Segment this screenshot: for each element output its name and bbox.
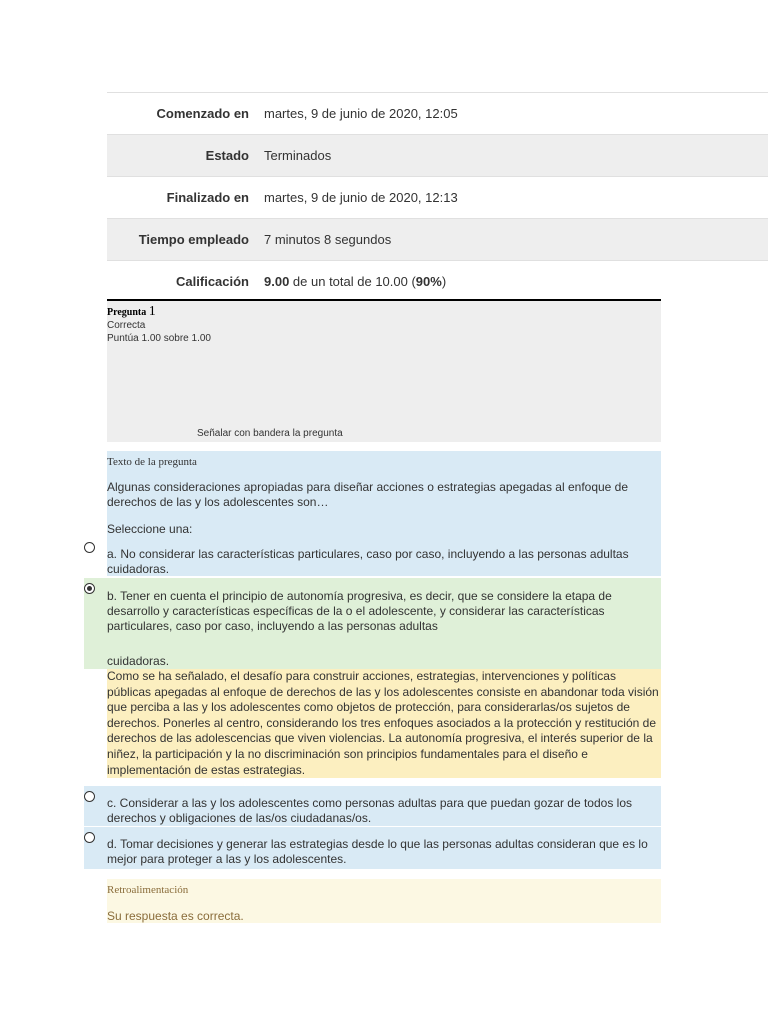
summary-label: Estado (205, 148, 249, 163)
summary-label: Finalizado en (166, 190, 249, 205)
summary-row-started (107, 92, 768, 134)
summary-row-grade (107, 260, 768, 302)
answer-option-a[interactable] (107, 546, 661, 576)
answer-text: c. Considerar a las y los adolescentes como personas adultas para que puedan gozar de todos los derechos y obligaciones de las/os ciudadanas/os. (107, 796, 632, 825)
answer-text: b. Tener en cuenta el principio de autonomía progresiva, es decir, que se considere la etapa de desarrollo y características específicas de la o el adolescente, y considerar las características particulares, caso por caso, incluyendo a las personas adultas (107, 589, 612, 633)
feedback-text: Su respuesta es correcta. (107, 909, 244, 923)
answer-text: a. No considerar las características particulares, caso por caso, incluyendo a las personas adultas cuidadoras. (107, 547, 629, 576)
question-number: 1 (148, 304, 156, 319)
grade-percent: 90% (415, 274, 442, 289)
summary-label: Calificación (176, 274, 249, 289)
summary-value: martes, 9 de junio de 2020, 12:05 (264, 106, 458, 121)
radio-option-a[interactable] (84, 542, 95, 553)
answer-option-c[interactable] (84, 786, 661, 826)
answer-option-d[interactable] (84, 827, 661, 869)
grade-score: 9.00 (264, 274, 290, 289)
summary-label: Comenzado en (156, 106, 249, 121)
question-text-heading: Texto de la pregunta (107, 456, 197, 468)
attempt-summary-table (107, 92, 768, 302)
radio-option-b[interactable] (84, 583, 95, 594)
question-grade: Puntúa 1.00 sobre 1.00 (107, 333, 211, 344)
summary-row-finished (107, 176, 768, 218)
answer-text-continued: cuidadoras. (107, 654, 170, 668)
summary-value: Terminados (264, 148, 332, 163)
answer-option-b[interactable] (84, 578, 661, 669)
feedback-heading: Retroalimentación (107, 884, 189, 896)
summary-row-time-taken (107, 218, 768, 260)
summary-value (264, 274, 446, 289)
question-state: Correcta (107, 320, 146, 331)
summary-row-state (107, 134, 768, 176)
radio-option-d[interactable] (84, 832, 95, 843)
flag-question-link[interactable]: Señalar con bandera la pregunta (197, 428, 343, 439)
summary-value: martes, 9 de junio de 2020, 12:13 (264, 190, 458, 205)
option-feedback: Como se ha señalado, el desafío para construir acciones, estrategias, intervenciones y políticas públicas apegadas al enfoque de derechos de las y los adolescentes consiste en abandonar toda visión que perciba a las y los adolescentes como objetos de protección, para considerarlas/os sujetos de derechos. Ponerles al centro, considerando los tres enfoques asociados a la protección y restitución de derechos de las adolescencias que viven violencias. La autonomía progresiva, el interés superior de la niñez, la participación y la no discriminación son principios fundamentales para el diseño e implementación de estas estrategias. (107, 669, 661, 778)
general-feedback-panel (107, 879, 661, 923)
question-text: Algunas consideraciones apropiadas para diseñar acciones o estrategias apegadas al enfoque de derechos de las y los adolescentes son… (107, 480, 629, 509)
summary-value: 7 minutos 8 segundos (264, 232, 392, 247)
grade-close: ) (441, 274, 447, 289)
question-title (107, 304, 156, 320)
question-title-prefix: Pregunta (107, 307, 147, 318)
answer-text: d. Tomar decisiones y generar las estrategias desde lo que las personas adultas consideran que es lo mejor para proteger a las y los adolescentes. (107, 837, 648, 866)
grade-total: de un total de 10.00 ( (289, 274, 416, 289)
question-info-panel (107, 299, 661, 442)
radio-option-c[interactable] (84, 791, 95, 802)
select-one-prompt: Seleccione una: (107, 522, 193, 536)
summary-label: Tiempo empleado (138, 232, 249, 247)
